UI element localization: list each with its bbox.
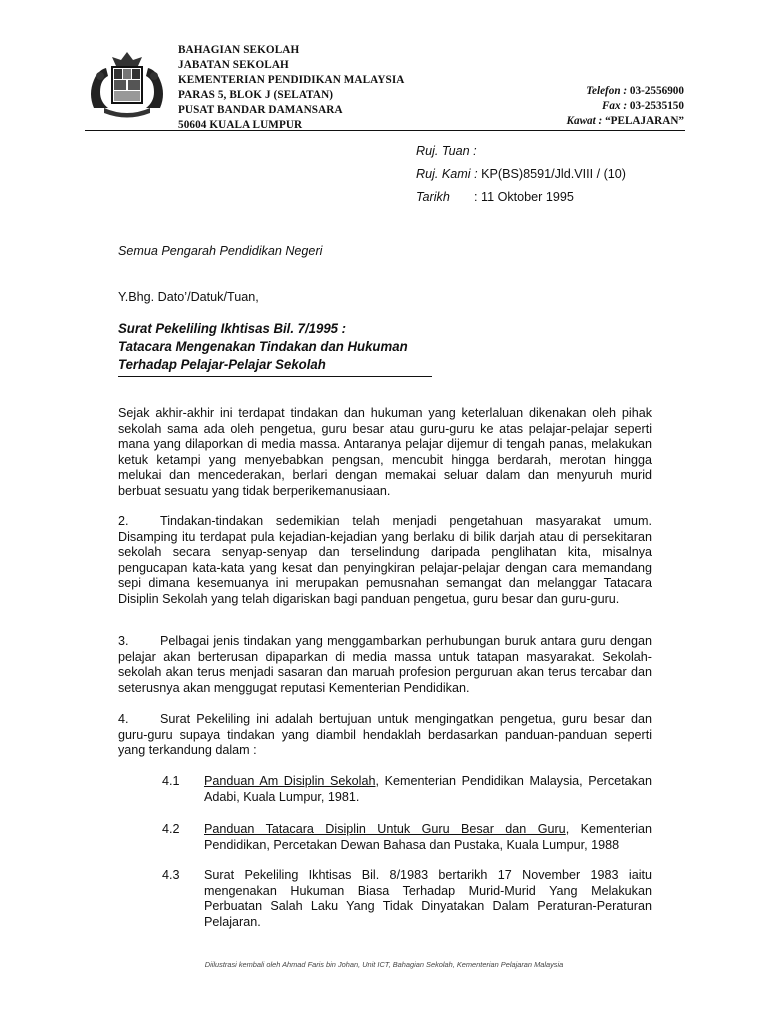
- item-number: 4.2: [162, 822, 180, 836]
- item-text: [204, 868, 652, 930]
- paragraph-4: [118, 712, 652, 759]
- tarikh-label: Tarikh: [416, 190, 450, 204]
- paragraph-text: Pelbagai jenis tindakan yang menggambarkan perhubungan buruk antara guru dengan pelajar akan berterusan dipaparkan di media massa untuk tatapan masyarakat. Sekolah-sekolah akan terus menjadi sasaran dan maruah profesion perguruan akan terus tercabar dan seterusnya akan menggugat reputasi Kementerian Pendidikan.: [118, 634, 652, 695]
- item-rest: , Kementerian Pendidikan Malaysia, Percetakan Adabi, Kuala Lumpur, 1981.: [204, 774, 652, 804]
- item-rest: , Kementerian Pendidikan, Percetakan Dewan Bahasa dan Pustaka, Kuala Lumpur, 1988: [204, 822, 653, 852]
- address-line: 50604 KUALA LUMPUR: [178, 119, 303, 132]
- paragraph-number: 4.: [118, 712, 129, 726]
- telefon-row: [567, 84, 684, 99]
- address-line: PARAS 5, BLOK J (SELATAN): [178, 89, 334, 102]
- paragraph-3: [118, 634, 652, 696]
- salutation: Y.Bhg. Dato’/Datuk/Tuan,: [118, 290, 259, 304]
- telefon-label: Telefon :: [586, 85, 628, 97]
- coat-of-arms-icon: [86, 50, 168, 120]
- paragraph-number: 2.: [118, 514, 129, 528]
- item-rest: Surat Pekeliling Ikhtisas Bil. 8/1983 bertarikh 17 November 1983 iaitu mengenakan Hukuman Biasa Terhadap Murid-Murid Yang Melakukan Perbuatan Salah Laku Yang Tidak Dinyatakan Dalam Peraturan-Peraturan Pelajaran.: [204, 868, 652, 929]
- ruj-tuan-row: [416, 140, 626, 163]
- item-number: 4.3: [162, 868, 180, 882]
- kawat-row: [567, 114, 684, 129]
- subject-heading: [118, 320, 408, 374]
- paragraph-2: [118, 514, 652, 608]
- fax-label: Fax :: [601, 100, 628, 112]
- address-line: JABATAN SEKOLAH: [178, 59, 289, 72]
- header-divider: [85, 130, 685, 131]
- fax-value: 03-2535150: [629, 100, 684, 112]
- sender-address: [178, 43, 404, 134]
- ruj-kami-row: [416, 163, 626, 186]
- paragraph-1: Sejak akhir-akhir ini terdapat tindakan dan hukuman yang keterlaluan dikenakan oleh pihak sekolah sama ada oleh pengetua, guru besar atau guru-guru ke atas pelajar-pelajar seperti mana yang dilaporkan di media massa. Antaranya pelajar dijemur di tengah panas, melakukan ketuk ketampi yang menyebabkan pengsan, mencubit hingga berdarah, merotan hingga melukai dan mencederakan, berlari dengan memakai seluar dalam dan menyuruh murid berbuat sesuatu yang tidak berperikemanusiaan.: [118, 406, 652, 498]
- recipient: Semua Pengarah Pendidikan Negeri: [118, 244, 323, 258]
- kawat-label: Kawat :: [566, 115, 603, 127]
- paragraph-text: Surat Pekeliling ini adalah bertujuan untuk mengingatkan pengetua, guru besar dan guru-guru supaya tindakan yang diambil hendaklah berdasarkan panduan-panduan seperti yang terkandung dalam :: [118, 712, 652, 758]
- ruj-kami-label: Ruj. Kami :: [416, 167, 478, 181]
- fax-row: [567, 99, 684, 114]
- item-text: [204, 822, 652, 853]
- subject-line: Terhadap Pelajar-Pelajar Sekolah: [118, 357, 326, 373]
- item-title: Panduan Am Disiplin Sekolah: [204, 774, 376, 788]
- ruj-tuan-label: Ruj. Tuan :: [416, 144, 477, 158]
- kawat-value: “PELAJARAN”: [605, 115, 684, 127]
- paragraph-number: 3.: [118, 634, 129, 648]
- address-line: PUSAT BANDAR DAMANSARA: [178, 104, 343, 117]
- item-number: 4.1: [162, 774, 180, 788]
- item-title: Panduan Tatacara Disiplin Untuk Guru Besar dan Guru: [204, 822, 566, 836]
- footer-credit: Diilustrasi kembali oleh Ahmad Faris bin Johan, Unit ICT, Bahagian Sekolah, Kementerian Pelajaran Malaysia: [204, 960, 564, 969]
- tarikh-value: : 11 Oktober 1995: [474, 190, 574, 204]
- item-text: [204, 774, 652, 805]
- address-line: KEMENTERIAN PENDIDIKAN MALAYSIA: [178, 74, 405, 87]
- subject-line: Surat Pekeliling Ikhtisas Bil. 7/1995 :: [118, 321, 347, 337]
- address-line: BAHAGIAN SEKOLAH: [178, 44, 300, 56]
- contact-info: [567, 84, 684, 129]
- subject-underline: [118, 376, 432, 377]
- tarikh-row: [416, 186, 626, 209]
- subject-line: Tatacara Mengenakan Tindakan dan Hukuman: [118, 339, 408, 355]
- ruj-kami-value: KP(BS)8591/Jld.VIII / (10): [481, 167, 626, 181]
- telefon-value: 03-2556900: [629, 85, 684, 97]
- reference-block: [416, 140, 626, 209]
- paragraph-text: Tindakan-tindakan sedemikian telah menjadi pengetahuan masyarakat umum. Disamping itu terdapat pula kejadian-kejadian yang berlaku di bilik darjah atau di persekitaran sekolah secara senyap-senyap dan terselindung daripada penglihatan kita, misalnya pengucapan kata-kata yang kesat dan penyingkiran pelajar-pelajar dengan cara memandang sepi dimana kesemuanya ini merupakan pemusnahan semangat dan melanggar Tatacara Disiplin Sekolah yang telah digariskan bagi panduan pengetua, guru besar dan guru-guru.: [118, 514, 652, 606]
